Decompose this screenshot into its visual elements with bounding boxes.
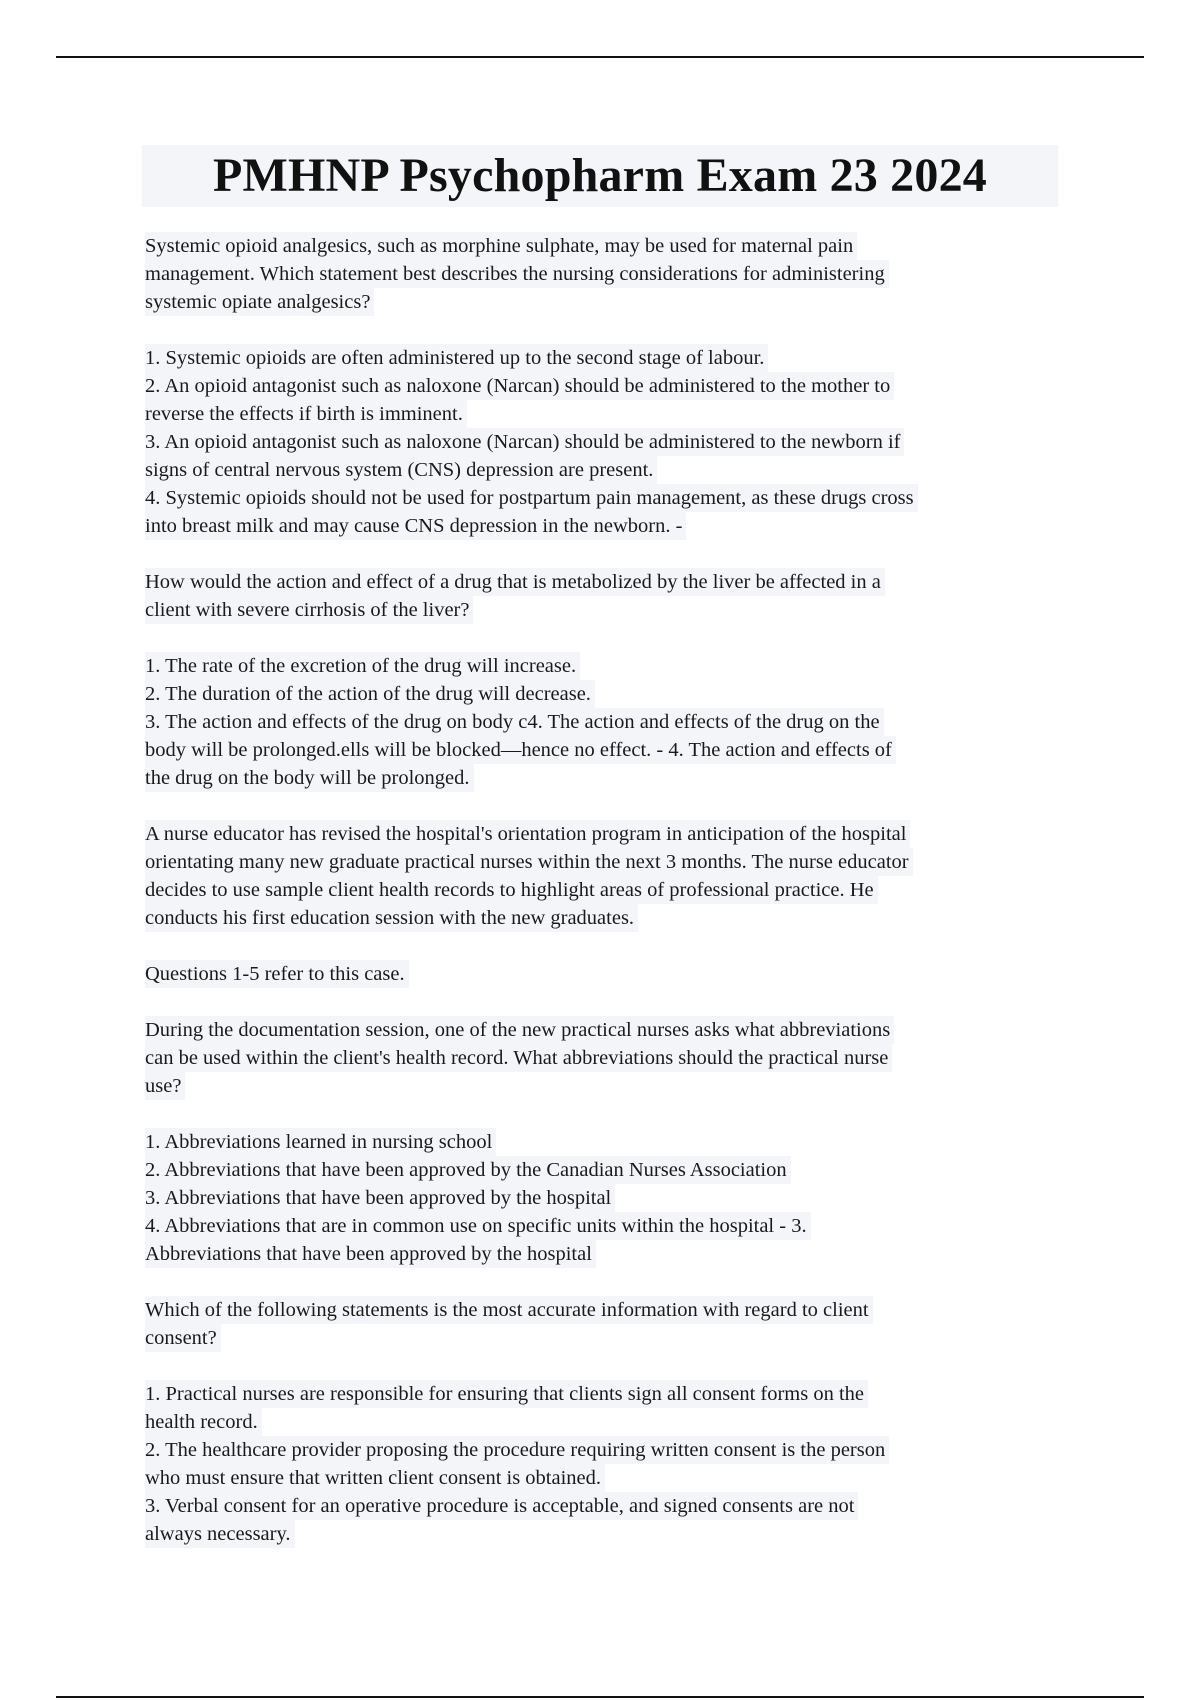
text-line: orientating many new graduate practical nurses within the next 3 months. The nurse educator (145, 848, 913, 876)
question-2-options (145, 652, 1055, 792)
text-line: 3. Verbal consent for an operative procedure is acceptable, and signed consents are not (145, 1492, 858, 1520)
document-title: PMHNP Psychopharm Exam 23 2024 (213, 149, 987, 202)
top-rule (56, 56, 1144, 58)
text-line: A nurse educator has revised the hospital's orientation program in anticipation of the hospital (145, 820, 910, 848)
text-line: 2. The duration of the action of the drug will decrease. (145, 680, 595, 708)
text-line: management. Which statement best describes the nursing considerations for administering (145, 260, 889, 288)
text-line: the drug on the body will be prolonged. (145, 764, 474, 792)
question-1-options (145, 344, 1055, 540)
text-line: 1. Systemic opioids are often administered up to the second stage of labour. (145, 344, 768, 372)
text-line: 4. Systemic opioids should not be used for postpartum pain management, as these drugs cross (145, 484, 918, 512)
text-line: 3. The action and effects of the drug on body c4. The action and effects of the drug on the (145, 708, 884, 736)
title-band (142, 145, 1058, 207)
question-1-stem (145, 232, 1055, 316)
text-line: Abbreviations that have been approved by the hospital (145, 1240, 596, 1268)
question-4-stem (145, 1296, 1055, 1352)
question-4-options (145, 1380, 1055, 1548)
text-line: 3. An opioid antagonist such as naloxone (Narcan) should be administered to the newborn if (145, 428, 904, 456)
text-line: use? (145, 1072, 185, 1100)
question-3-stem (145, 1016, 1055, 1100)
text-line: always necessary. (145, 1520, 295, 1548)
question-3-options (145, 1128, 1055, 1268)
text-line: who must ensure that written client consent is obtained. (145, 1464, 605, 1492)
text-line: Questions 1-5 refer to this case. (145, 960, 409, 988)
text-line: health record. (145, 1408, 262, 1436)
case-description (145, 820, 1055, 932)
text-line: 4. Abbreviations that are in common use on specific units within the hospital - 3. (145, 1212, 811, 1240)
text-line: 1. Practical nurses are responsible for ensuring that clients sign all consent forms on the (145, 1380, 868, 1408)
text-line: Which of the following statements is the most accurate information with regard to client (145, 1296, 873, 1324)
text-line: can be used within the client's health record. What abbreviations should the practical nurse (145, 1044, 892, 1072)
bottom-rule (56, 1696, 1144, 1698)
text-line: consent? (145, 1324, 221, 1352)
case-note (145, 960, 1055, 988)
text-line: 3. Abbreviations that have been approved by the hospital (145, 1184, 615, 1212)
text-line: During the documentation session, one of the new practical nurses asks what abbreviations (145, 1016, 894, 1044)
text-line: 1. Abbreviations learned in nursing school (145, 1128, 496, 1156)
text-line: How would the action and effect of a drug that is metabolized by the liver be affected in a (145, 568, 885, 596)
document-body (145, 232, 1055, 1576)
text-line: decides to use sample client health records to highlight areas of professional practice. He (145, 876, 878, 904)
text-line: systemic opiate analgesics? (145, 288, 374, 316)
text-line: 2. The healthcare provider proposing the procedure requiring written consent is the person (145, 1436, 889, 1464)
text-line: body will be prolonged.ells will be blocked—hence no effect. - 4. The action and effects of (145, 736, 896, 764)
text-line: 2. Abbreviations that have been approved by the Canadian Nurses Association (145, 1156, 791, 1184)
text-line: conducts his first education session with the new graduates. (145, 904, 638, 932)
text-line: signs of central nervous system (CNS) depression are present. (145, 456, 657, 484)
text-line: Systemic opioid analgesics, such as morphine sulphate, may be used for maternal pain (145, 232, 857, 260)
text-line: client with severe cirrhosis of the liver? (145, 596, 473, 624)
question-2-stem (145, 568, 1055, 624)
text-line: 1. The rate of the excretion of the drug will increase. (145, 652, 580, 680)
text-line: into breast milk and may cause CNS depression in the newborn. - (145, 512, 686, 540)
text-line: 2. An opioid antagonist such as naloxone (Narcan) should be administered to the mother to (145, 372, 894, 400)
text-line: reverse the effects if birth is imminent. (145, 400, 467, 428)
